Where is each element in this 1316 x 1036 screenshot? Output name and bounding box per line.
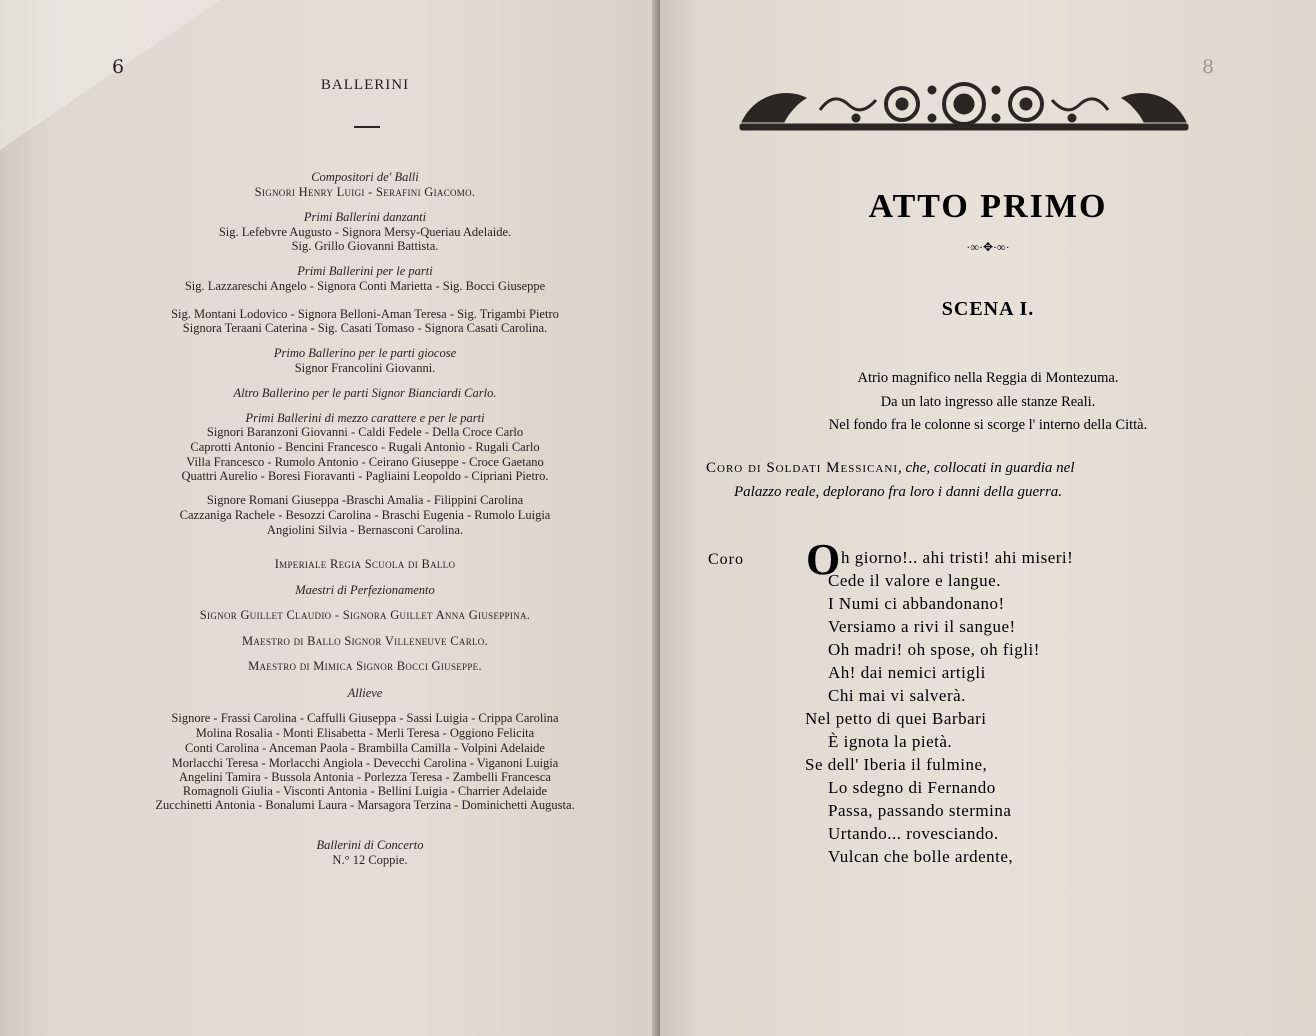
names-mezzo-3: Villa Francesco - Rumolo Antonio - Ceirano Giuseppe - Croce Gaetano xyxy=(186,455,544,469)
setting-line-1: Atrio magnifico nella Reggia di Montezuma. xyxy=(857,370,1119,386)
right-page xyxy=(660,0,1316,1036)
chorus-intro-caps: Coro di Soldati Messicani xyxy=(706,460,898,476)
verse-line: Cede il valore e langue. xyxy=(828,571,1001,590)
names-primi-parti: Sig. Lazzareschi Angelo - Signora Conti Marietta - Sig. Bocci Giuseppe xyxy=(184,279,546,293)
names-allieve-3: Conti Carolina - Anceman Paola - Brambilla Camilla - Volpini Adelaide xyxy=(185,741,545,755)
maestro-ballo: Maestro di Ballo Signor Villeneuve Carlo. xyxy=(241,634,489,648)
verse-line: I Numi ci abbandonano! xyxy=(828,594,1005,613)
altro-ballerino: Altro Ballerino per le parti Signor Bianciardi Carlo. xyxy=(233,386,497,400)
names-guillet: Signor Guillet Claudio - Signora Guillet Anna Giuseppina. xyxy=(199,608,531,622)
names-concerto: N.° 12 Coppie. xyxy=(332,853,408,867)
names-montani-1: Sig. Montani Lodovico - Signora Belloni-Aman Teresa - Sig. Trigambi Pietro xyxy=(171,307,559,321)
role-primi-danzanti: Primi Ballerini danzanti xyxy=(303,210,427,224)
folded-corner xyxy=(0,0,220,150)
speaker-label: Coro xyxy=(708,551,744,568)
verse-line: Ah! dai nemici artigli xyxy=(828,663,986,682)
names-signore-3: Angiolini Silvia - Bernasconi Carolina. xyxy=(266,523,464,537)
names-allieve-5: Angelini Tamira - Bussola Antonia - Porlezza Teresa - Zambelli Francesca xyxy=(179,770,551,784)
role-giocose: Primo Ballerino per le parti giocose xyxy=(273,346,457,360)
verse-line: Vulcan che bolle ardente, xyxy=(828,847,1014,866)
names-allieve-6: Romagnoli Giulia - Visconti Antonia - Bellini Luigia - Charrier Adelaide xyxy=(182,784,548,798)
names-allieve-7: Zucchinetti Antonia - Bonalumi Laura - Marsagora Terzina - Dominichetti Augusta. xyxy=(155,798,575,812)
decorative-ornament-icon xyxy=(736,74,1192,138)
verse-line: Urtando... rovesciando. xyxy=(828,824,999,843)
verse-line: Nel petto di quei Barbari xyxy=(805,709,987,728)
names-primi-danzanti-2: Sig. Grillo Giovanni Battista. xyxy=(291,239,439,253)
names-mezzo-2: Caprotti Antonio - Bencini Francesco - Rugali Antonio - Rugali Carlo xyxy=(190,440,540,454)
maestro-mimica: Maestro di Mimica Signor Bocci Giuseppe. xyxy=(248,659,482,673)
setting-line-3: Nel fondo fra le colonne si scorge l' interno della Città. xyxy=(828,417,1148,433)
role-compositori: Compositori de' Balli xyxy=(311,170,419,184)
scuola-heading: Imperiale Regia Scuola di Ballo xyxy=(274,557,456,571)
names-giocose: Signor Francolini Giovanni. xyxy=(294,361,436,375)
title-separator: ·∞·✥·∞· xyxy=(966,240,1010,254)
verse-line: Versiamo a rivi il sangue! xyxy=(828,617,1016,636)
scene-heading: SCENA I. xyxy=(941,298,1035,320)
role-concerto: Ballerini di Concerto xyxy=(316,838,424,852)
chorus-intro-line-1 xyxy=(706,460,1075,477)
names-mezzo-1: Signori Baranzoni Giovanni - Caldi Fedele - Della Croce Carlo xyxy=(206,425,524,439)
names-signore-1: Signore Romani Giuseppa -Braschi Amalia - Filippini Carolina xyxy=(206,493,524,507)
verse-line: Passa, passando stermina xyxy=(828,801,1012,820)
chorus-intro-line-2: Palazzo reale, deplorano fra loro i danni della guerra. xyxy=(734,484,1063,500)
setting-line-2: Da un lato ingresso alle stanze Reali. xyxy=(880,394,1096,410)
verse-line: Chi mai vi salverà. xyxy=(828,686,966,705)
chorus-intro-rest: , che, collocati in guardia nel xyxy=(898,460,1075,476)
role-allieve: Allieve xyxy=(347,686,383,700)
left-heading: BALLERINI xyxy=(320,77,410,93)
verse-line: È ignota la pietà. xyxy=(828,732,953,751)
verse-line: Lo sdegno di Fernando xyxy=(828,778,996,797)
names-signore-2: Cazzaniga Rachele - Besozzi Carolina - Braschi Eugenia - Rumolo Luigia xyxy=(179,508,551,522)
role-mezzo-carattere: Primi Ballerini di mezzo carattere e per le parti xyxy=(245,411,485,425)
names-allieve-1: Signore - Frassi Carolina - Caffulli Giuseppa - Sassi Luigia - Crippa Carolina xyxy=(171,711,559,725)
right-page-number: 8 xyxy=(1202,56,1215,78)
drop-cap: O xyxy=(806,535,841,584)
verse-line: Se dell' Iberia il fulmine, xyxy=(805,755,988,774)
verse-line: h giorno!.. ahi tristi! ahi miseri! xyxy=(841,548,1074,567)
names-allieve-2: Molina Rosalia - Monti Elisabetta - Merli Teresa - Oggiono Felicita xyxy=(195,726,535,740)
names-mezzo-4: Quattri Aurelio - Boresi Fioravanti - Pagliaini Leopoldo - Cipriani Pietro. xyxy=(181,469,549,483)
names-montani-2: Signora Teraani Caterina - Sig. Casati Tomaso - Signora Casati Carolina. xyxy=(182,321,548,335)
heading-rule xyxy=(354,126,380,128)
act-title: ATTO PRIMO xyxy=(868,188,1108,225)
role-primi-parti: Primi Ballerini per le parti xyxy=(297,264,433,278)
names-allieve-4: Morlacchi Teresa - Morlacchi Angiola - Devecchi Carolina - Viganoni Luigia xyxy=(171,756,559,770)
verse-line: Oh madri! oh spose, oh figli! xyxy=(828,640,1040,659)
left-page-number: 6 xyxy=(112,56,125,78)
names-primi-danzanti-1: Sig. Lefebvre Augusto - Signora Mersy-Queriau Adelaide. xyxy=(218,225,512,239)
role-perfezionamento: Maestri di Perfezionamento xyxy=(295,583,435,597)
names-compositori: Signori Henry Luigi - Serafini Giacomo. xyxy=(254,185,476,199)
